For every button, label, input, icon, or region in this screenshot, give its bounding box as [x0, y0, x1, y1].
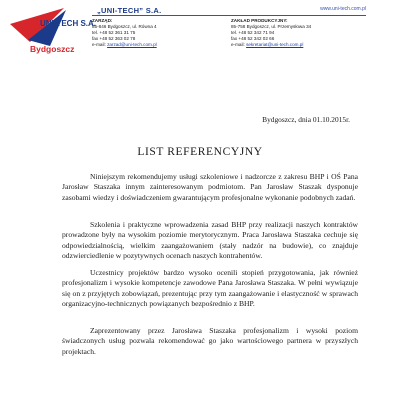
office-email-link[interactable]: zarzad@uni-tech.com.pl	[107, 41, 157, 47]
logo-text: UNI-TECH S.A.	[40, 19, 96, 28]
body-paragraph-2: Szkolenia i praktyczne wprowadzenia zasad BHP przy realizacji naszych kontraktów prowadzone były na wysokim poziomie merytorycznym. Praca Jarosława Staszaka cechuje się odpowiedzialnością, wielkim zaangażowaniem (stały nadzór na budowie), co znajduje odzwierciedlenie w pozytywnych ocenach naszych kontrahentów.	[62, 220, 358, 261]
company-logo	[6, 4, 96, 56]
plant-street: 85-758 Bydgoszcz, ul. Przemysłowa 34	[231, 23, 312, 29]
office-address-block	[92, 18, 157, 48]
letter-title: LIST REFERENCYJNY	[137, 146, 263, 158]
letter-date: Bydgoszcz, dnia 01.10.2015r.	[262, 115, 350, 124]
office-tel: tel. +48 52 361 31 75	[92, 29, 136, 35]
plant-email-link[interactable]: sekretariat@uni-tech.com.pl	[246, 41, 304, 47]
header-divider	[92, 15, 366, 16]
office-email-label: e-mail:	[92, 41, 106, 47]
office-fax: fax +48 52 363 02 78	[92, 35, 136, 41]
plant-email-label: e-mail:	[231, 41, 245, 47]
plant-tel: tel. +48 52 342 71 94	[231, 29, 275, 35]
plant-email-line	[231, 42, 311, 48]
plant-heading: ZAKŁAD PRODUKCYJNY:	[231, 18, 288, 23]
plant-address-block	[231, 18, 311, 48]
plant-fax: fax +48 52 342 02 66	[231, 35, 275, 41]
body-paragraph-1: Niniejszym rekomendujemy usługi szkoleniowe i nadzorcze z zakresu BHP i OŚ Pana Jarosław Staszaka innym zainteresowanym podmiotom. Pan Jarosław Staszak dysponuje zasobami wiedzy i doświadczeniem gwarantującym profesjonalne wykonanie podobnych zadań.	[62, 172, 358, 202]
company-website: www.uni-tech.com.pl	[320, 6, 366, 12]
body-paragraph-4: Zaprezentowany przez Jarosława Staszaka profesjonalizm i wysoki poziom świadczonych usług pozwala rekomendować go jako wartościowego partnera w przyszłych projektach.	[62, 326, 358, 356]
logo-city: Bydgoszcz	[30, 44, 75, 54]
company-name: „UNI-TECH” S.A.	[97, 6, 162, 15]
office-heading: ZARZĄD:	[92, 18, 113, 23]
office-email-line	[92, 42, 157, 48]
body-paragraph-3: Uczestnicy projektów bardzo wysoko ocenili stopień przygotowania, jak również profesjonalizm i wysokie kompetencje zawodowe Pana Jarosława Staszaka. W pełni wywiązuje się on z przyjętych zobowiązań, prezentując przy tym zaangażowanie i elastyczność w sprawach organizacyjno-technicznych powiązanych bezpośrednio z BHP.	[62, 268, 358, 309]
office-street: 85-846 Bydgoszcz, ul. Równa 4	[92, 23, 157, 29]
